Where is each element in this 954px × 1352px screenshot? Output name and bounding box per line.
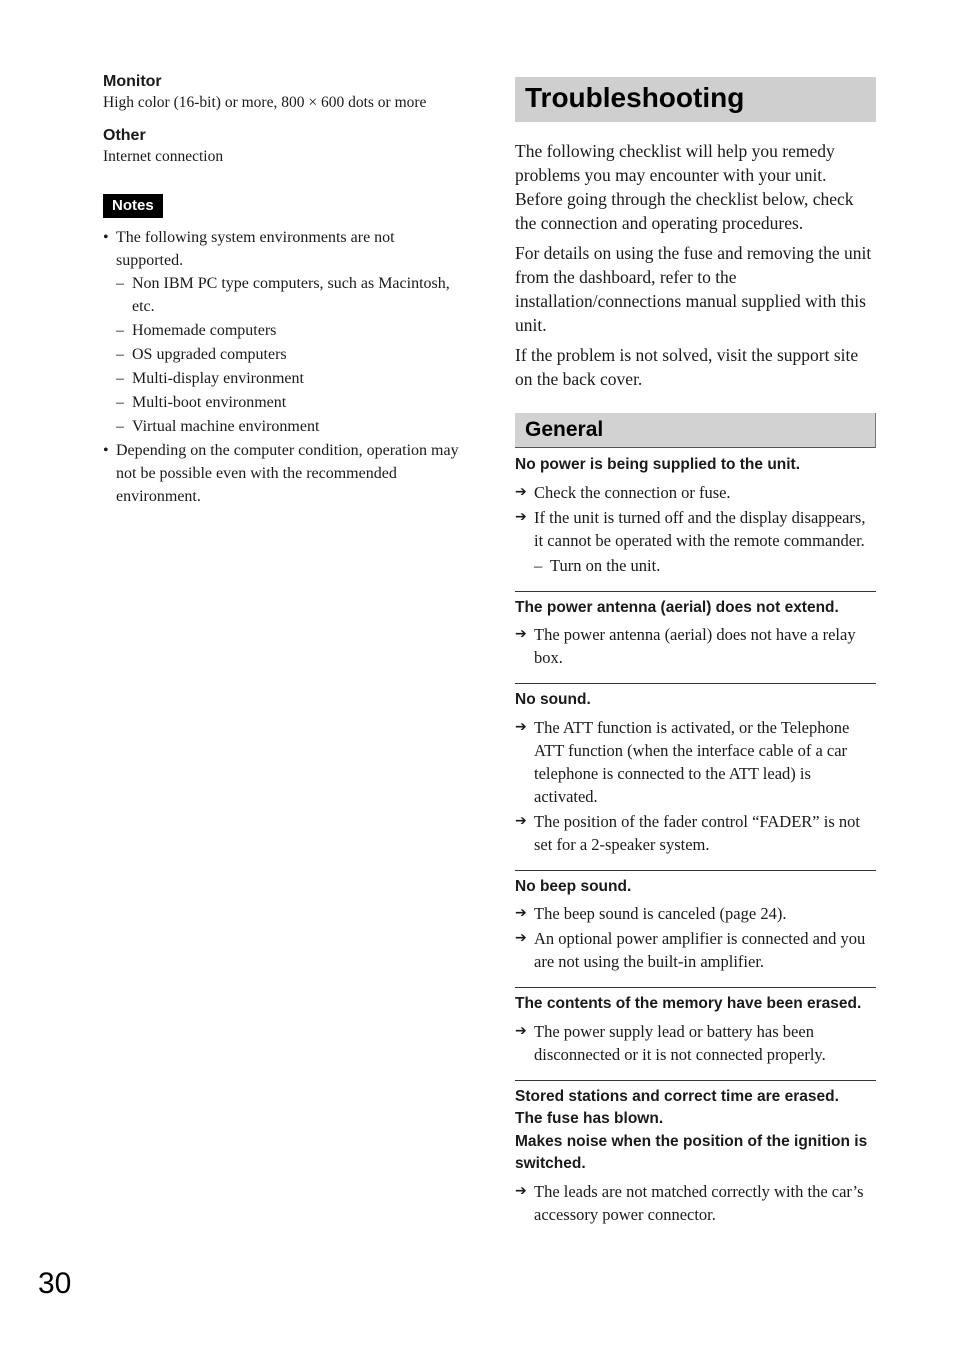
notes-subitem-text: Non IBM PC type computers, such as Macintosh, etc. (132, 275, 450, 315)
issue-answer (515, 902, 876, 925)
issue-answer (515, 506, 876, 552)
issue-block (515, 987, 876, 1066)
notes-subitem (103, 272, 463, 318)
dash-icon: – (534, 555, 543, 575)
arrow-right-icon: ➔ (515, 1182, 527, 1199)
dash-icon: – (116, 418, 124, 435)
intro-paragraph: For details on using the fuse and removing the unit from the dashboard, refer to the installation/connections manual supplied with this unit. (515, 243, 872, 335)
arrow-right-icon: ➔ (515, 930, 527, 946)
issue-question: The contents of the memory have been erased. (515, 995, 862, 1012)
intro (515, 139, 876, 391)
issue-answer (515, 716, 876, 808)
notes-item (103, 439, 463, 508)
notes-badge: Notes (103, 194, 163, 218)
notes-subitem-text: Virtual machine environment (132, 418, 320, 435)
monitor-text: High color (16-bit) or more, 800 × 600 dots or more (103, 94, 427, 111)
issue-question: Makes noise when the position of the ignition is switched. (515, 1132, 868, 1172)
arrow-right-icon: ➔ (515, 905, 527, 921)
issue-answer (515, 1020, 876, 1066)
notes-subitem-text: Multi-display environment (132, 370, 304, 387)
arrow-right-icon: ➔ (515, 626, 527, 642)
issue-subanswer (515, 554, 876, 577)
issue-question: No sound. (515, 691, 591, 708)
bullet-icon: • (103, 442, 109, 459)
issue-answer-text: Check the connection or fuse. (534, 482, 731, 502)
issue-subanswer-text: Turn on the unit. (550, 555, 661, 575)
issue-block (515, 448, 876, 577)
issue-answer-text: The beep sound is canceled (page 24). (534, 904, 787, 923)
issue-question: No power is being supplied to the unit. (515, 456, 801, 473)
right-column (515, 77, 876, 1228)
issue-answer-text: The position of the fader control “FADER” is not set for a 2-speaker system. (534, 811, 860, 854)
issue-answer-text: The leads are not matched correctly with the car’s accessory power connector. (534, 1181, 864, 1224)
issue-answer (515, 1180, 876, 1226)
issue-question: Stored stations and correct time are erased. (515, 1087, 839, 1105)
issue-question: The fuse has blown. (515, 1110, 664, 1127)
issue-answer-text: The power antenna (aerial) does not have a relay box. (534, 625, 856, 667)
issue-question: No beep sound. (515, 877, 632, 895)
notes-subitem-text: Homemade computers (132, 322, 277, 339)
issue-answer-text: An optional power amplifier is connected and you are not using the built-in amplifier. (534, 929, 866, 971)
issue-answer (515, 481, 876, 504)
dash-icon: – (116, 394, 124, 411)
other-heading: Other (103, 127, 146, 144)
issue-block (515, 591, 876, 670)
arrow-right-icon: ➔ (515, 812, 527, 829)
notes-item (103, 226, 463, 272)
issue-block (515, 870, 876, 974)
issue-answer (515, 623, 876, 669)
dash-icon: – (116, 370, 124, 387)
arrow-right-icon: ➔ (515, 483, 527, 500)
notes-subitem (103, 343, 463, 366)
issue-answer-text: The power supply lead or battery has been disconnected or it is not connected properly. (534, 1021, 826, 1064)
arrow-right-icon: ➔ (515, 718, 527, 735)
issue-question: The power antenna (aerial) does not extend. (515, 598, 839, 616)
arrow-right-icon: ➔ (515, 508, 527, 525)
notes-subitem-text: Multi-boot environment (132, 394, 287, 411)
other-text: Internet connection (103, 148, 224, 165)
bullet-icon: • (103, 229, 109, 246)
issue-block (515, 683, 876, 856)
left-column (103, 72, 463, 508)
issue-answer (515, 927, 876, 973)
issue-answer-text: The ATT function is activated, or the Telephone ATT function (when the interface cable of a car telephone is connected to the ATT lead) is activated. (534, 717, 850, 806)
section-title: General (525, 418, 604, 441)
dash-icon: – (116, 275, 124, 292)
notes-subitem (103, 367, 463, 390)
dash-icon: – (116, 346, 124, 363)
notes-list (103, 226, 463, 508)
issue-answer-text: If the unit is turned off and the display disappears, it cannot be operated with the remote commander. (534, 507, 866, 550)
issue-block (515, 1080, 876, 1226)
issue-answer (515, 810, 876, 856)
intro-paragraph: The following checklist will help you remedy problems you may encounter with your unit. Before going through the checklist below, check the connection and operating procedures. (515, 141, 854, 233)
intro-paragraph: If the problem is not solved, visit the support site on the back cover. (515, 345, 859, 389)
monitor-heading: Monitor (103, 73, 162, 90)
notes-subitem-text: OS upgraded computers (132, 346, 287, 363)
notes-subitem (103, 391, 463, 414)
page-number: 30 (38, 1267, 72, 1300)
notes-subitem (103, 415, 463, 438)
section-title-bar (515, 413, 876, 448)
dash-icon: – (116, 322, 124, 339)
arrow-right-icon: ➔ (515, 1022, 527, 1039)
page-title-bar (515, 77, 876, 122)
notes-subitem (103, 319, 463, 342)
notes-item-text: Depending on the computer condition, operation may not be possible even with the recommended environment. (116, 442, 459, 505)
page-title: Troubleshooting (525, 82, 745, 113)
notes-item-text: The following system environments are not supported. (116, 229, 395, 269)
